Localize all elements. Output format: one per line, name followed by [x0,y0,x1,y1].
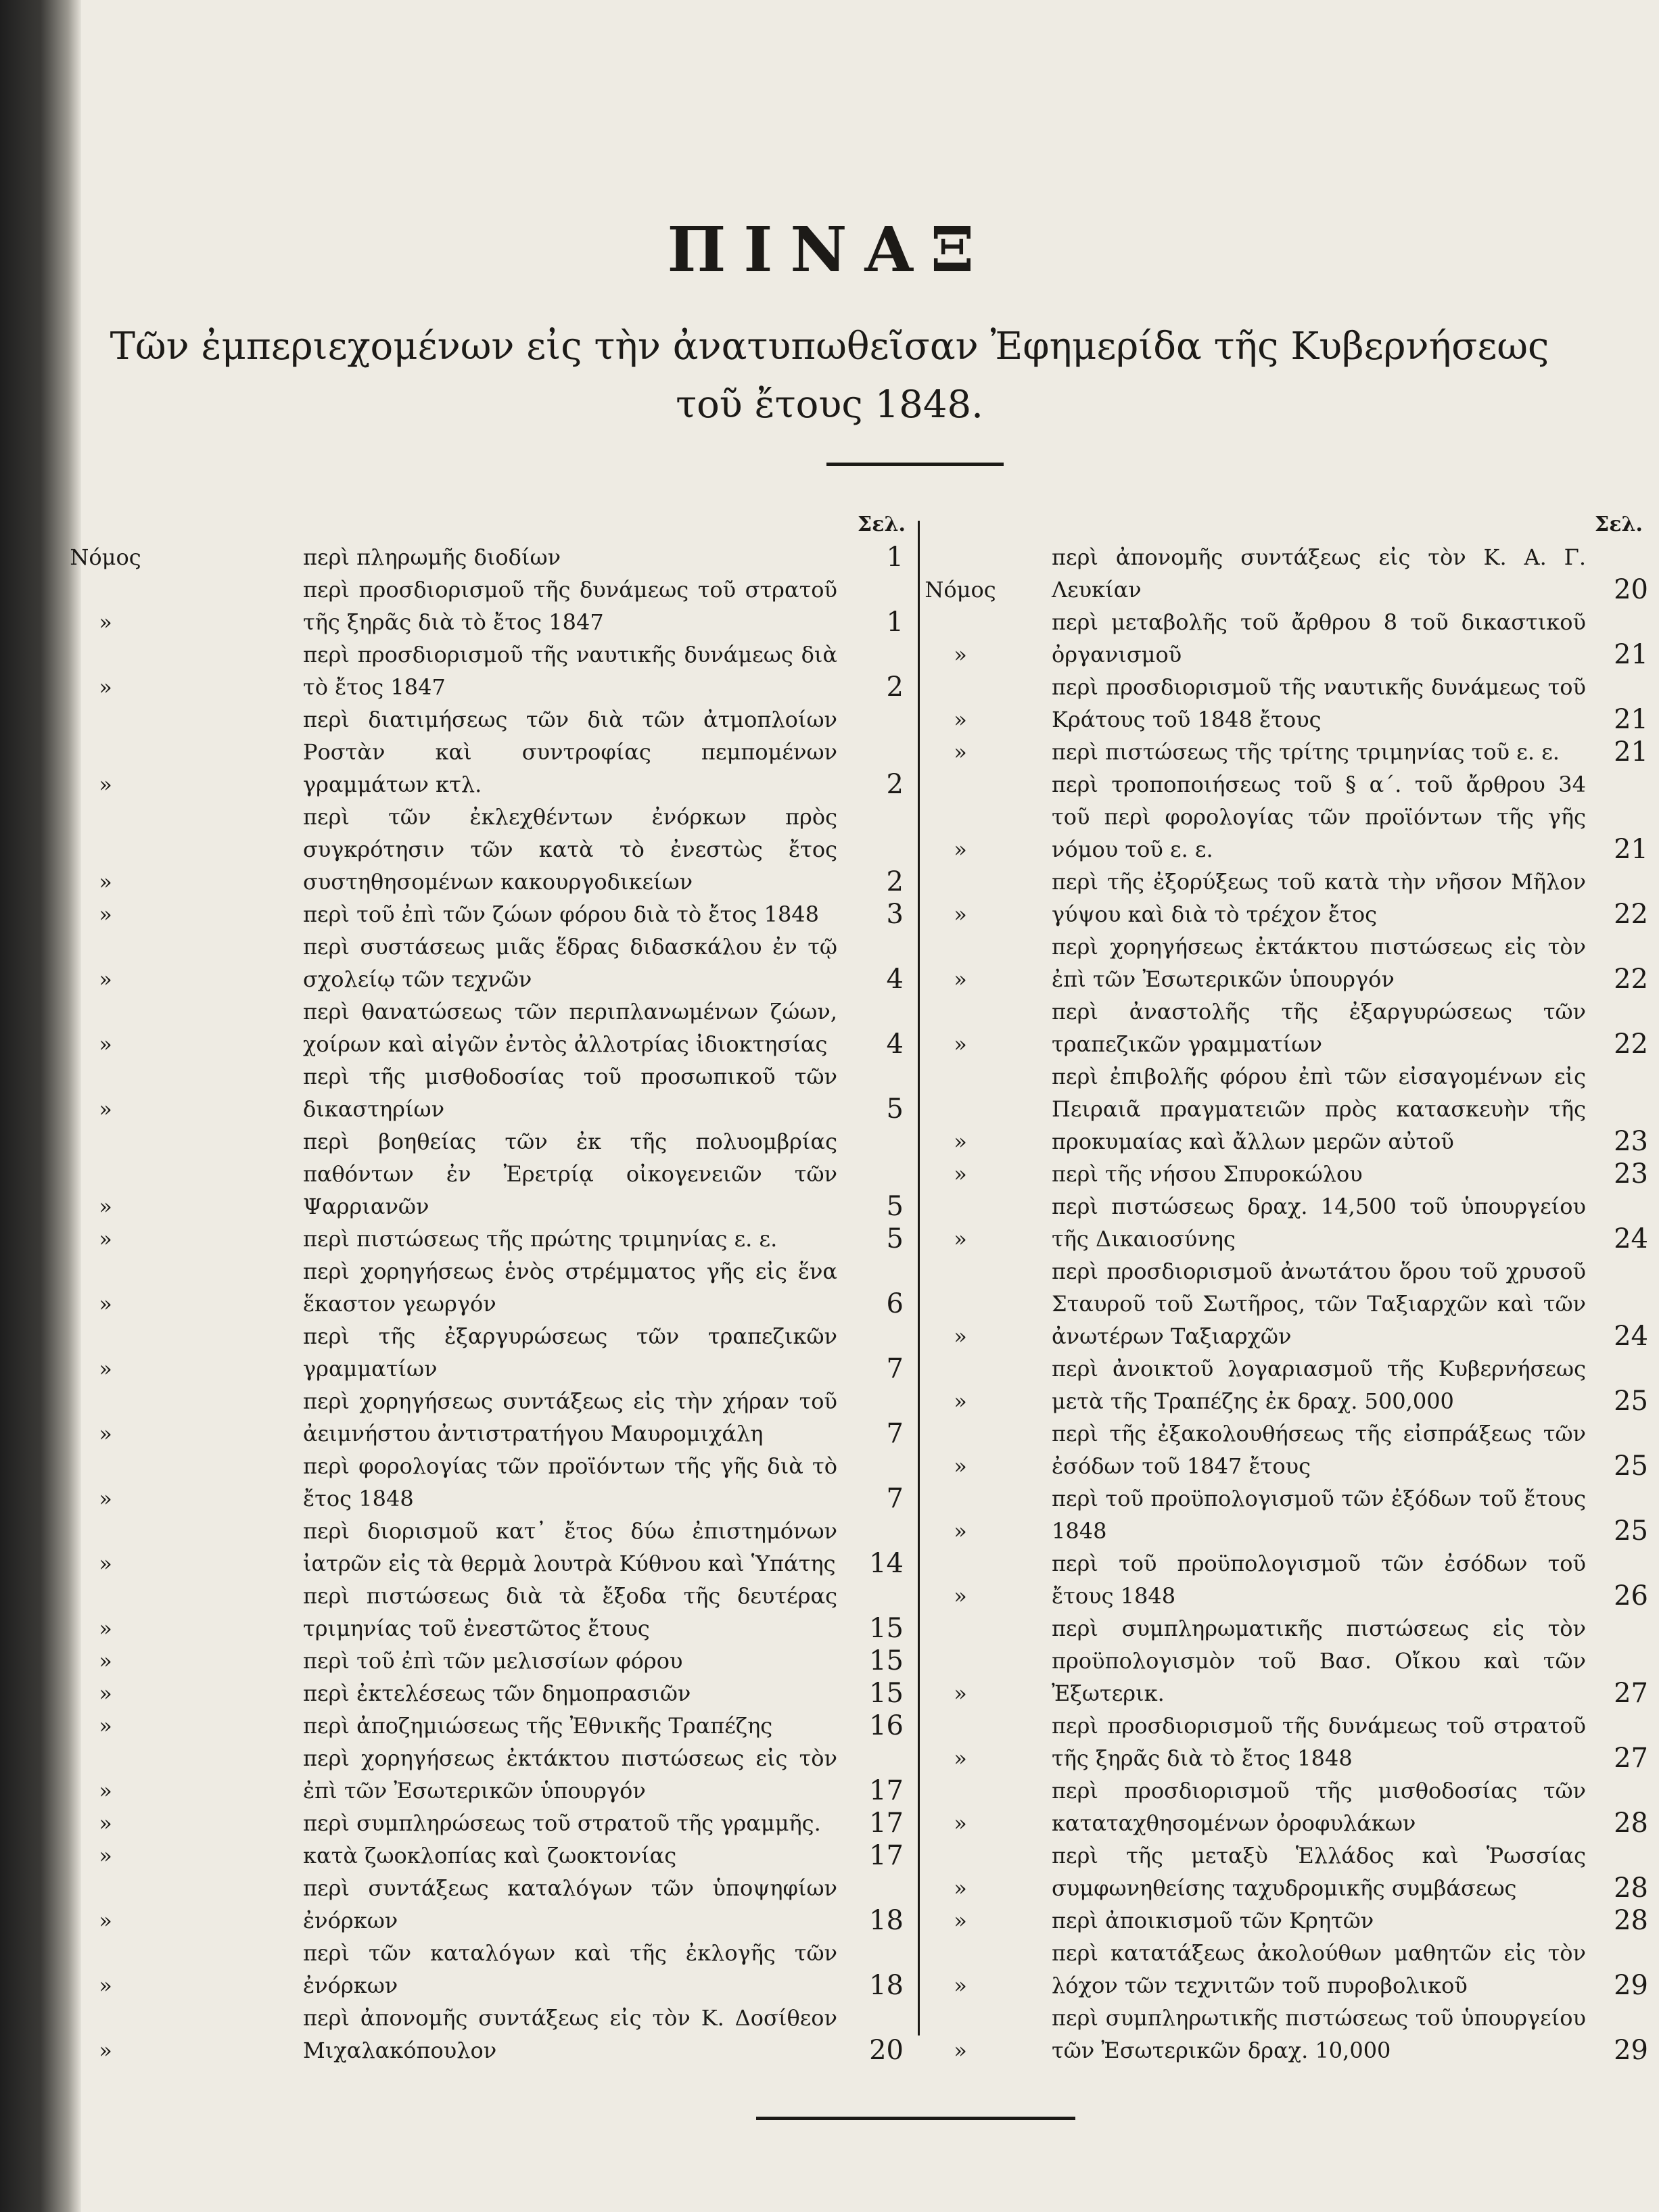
entry-kind: » [99,674,112,700]
index-entry [916,1904,1659,1937]
entry-title: περὶ προσδιορισμοῦ ἀνωτάτου ὅρου τοῦ χρυσοῦ Σταυροῦ τοῦ Σωτῆρος, τῶν Ταξιαρχῶν καὶ τῶν ἀνωτέρων Ταξιαρχῶν [1052,1258,1586,1349]
index-entry [99,1742,940,1807]
entry-title: περὶ προσδιορισμοῦ τῆς ναυτικῆς δυνάμεως τοῦ Κράτους τοῦ 1848 ἔτους [1052,674,1586,732]
index-entry [99,1645,940,1677]
index-entry [99,2002,940,2067]
index-entry [99,1872,940,1937]
entry-page-number: 18 [869,1905,904,1936]
entry-page-number: 1 [886,542,904,573]
entry-kind: » [954,1875,967,1901]
entry-title: περὶ χορηγήσεως ἑνὸς στρέμματος γῆς εἰς ἕνα ἕκαστον γεωργόν [303,1258,837,1317]
entry-title: περὶ βοηθείας τῶν ἐκ τῆς πολυομβρίας παθόντων ἐν Ἐρετρίᾳ οἰκογενειῶν τῶν Ψαρριανῶν [303,1129,837,1219]
index-entry [916,1839,1659,1904]
entry-page-number: 21 [1614,639,1648,670]
entry-title: περὶ ἀπονομῆς συντάξεως εἰς τὸν Κ. Δοσίθεον Μιχαλακόπουλον [303,2005,837,2063]
entry-kind: » [99,966,112,992]
entry-page-number: 20 [869,2035,904,2066]
entry-page-number: 29 [1614,2035,1648,2066]
entry-kind: » [99,1031,112,1057]
entry-title: περὶ προσδιορισμοῦ τῆς δυνάμεως τοῦ στρατοῦ τῆς ξηρᾶς διὰ τὸ ἔτος 1847 [303,577,837,635]
entry-kind: Νόμος [70,544,141,570]
entry-page-number: 21 [1614,736,1648,768]
entry-kind: » [99,1291,112,1317]
entry-title: περὶ διατιμήσεως τῶν διὰ τῶν ἀτμοπλοίων Ροστὰν καὶ συντροφίας πεμπομένων γραμμάτων κτλ. [303,707,837,797]
entry-title: περὶ ἐπιβολῆς φόρου ἐπὶ τῶν εἰσαγομένων εἰς Πειραιᾶ πραγματειῶν πρὸς κατασκευὴν τῆς προκυμαίας καὶ ἄλλων μερῶν αὐτοῦ [1052,1064,1586,1154]
entry-page-number: 7 [886,1418,904,1449]
entry-title: περὶ τῶν ἐκλεχθέντων ἐνόρκων πρὸς συγκρότησιν τῶν κατὰ τὸ ἐνεστὼς ἔτος συστηθησομένων κακουργοδικείων [303,804,837,895]
entry-title: περὶ προσδιορισμοῦ τῆς μισθοδοσίας τῶν καταταχθησομένων ὀροφυλάκων [1052,1778,1586,1836]
entry-title: περὶ συμπληρώσεως τοῦ στρατοῦ τῆς γραμμῆς. [303,1810,821,1836]
entry-kind: » [99,1551,112,1576]
entry-kind: » [954,966,967,992]
entry-title: περὶ πληρωμῆς διοδίων [303,544,561,570]
entry-title: περὶ τροποποιήσεως τοῦ § α΄. τοῦ ἄρθρου 34 τοῦ περὶ φορολογίας τῶν προϊόντων τῆς γῆς νόμου τοῦ ε. ε. [1052,772,1586,862]
entry-kind: » [954,901,967,927]
entry-kind: » [99,1680,112,1706]
entry-kind: » [99,772,112,797]
entry-page-number: 22 [1614,1029,1648,1060]
entry-kind: » [99,1778,112,1804]
index-entry [916,1482,1659,1547]
entry-page-number: 2 [886,769,904,800]
entry-kind: » [99,869,112,895]
index-entry [99,931,940,995]
entry-page-number: 20 [1614,574,1648,605]
entry-title: περὶ τοῦ προϋπολογισμοῦ τῶν ἐσόδων τοῦ ἔτους 1848 [1052,1551,1586,1609]
index-entry [916,606,1659,671]
entry-page-number: 2 [886,866,904,897]
entry-kind: » [954,707,967,732]
entry-page-number: 17 [869,1775,904,1806]
entry-page-number: 28 [1614,1808,1648,1839]
entry-kind: » [99,1908,112,1933]
index-entry [916,1774,1659,1839]
entry-kind: » [954,1323,967,1349]
entry-title: περὶ προσδιορισμοῦ τῆς ναυτικῆς δυνάμεως διὰ τὸ ἔτος 1847 [303,642,837,700]
entry-page-number: 5 [886,1191,904,1222]
entry-page-number: 14 [869,1548,904,1579]
entry-kind: » [99,1486,112,1511]
page-title: ΠΙΝΑΞ [667,213,992,286]
entry-page-number: 15 [869,1678,904,1709]
entry-kind: » [954,1908,967,1933]
entry-page-number: 7 [886,1483,904,1514]
entry-title: περὶ μεταβολῆς τοῦ ἄρθρου 8 τοῦ δικαστικοῦ ὀργανισμοῦ [1052,609,1586,667]
entry-title: περὶ τῆς μισθοδοσίας τοῦ προσωπικοῦ τῶν δικαστηρίων [303,1064,837,1122]
entry-title: περὶ τῆς ἐξαργυρώσεως τῶν τραπεζικῶν γραμματίων [303,1323,837,1382]
index-entry [916,671,1659,736]
entry-kind: » [99,1973,112,1998]
entry-title: περὶ θανατώσεως τῶν περιπλανωμένων ζώων, χοίρων καὶ αἰγῶν ἐντὸς ἀλλοτρίας ἰδιοκτησίας [303,999,837,1057]
entry-title: περὶ συντάξεως καταλόγων τῶν ὑποψηφίων ἐνόρκων [303,1875,837,1933]
entry-title: περὶ φορολογίας τῶν προϊόντων τῆς γῆς διὰ τὸ ἔτος 1848 [303,1453,837,1511]
index-entry [99,1937,940,2002]
entry-kind: » [954,1226,967,1252]
subtitle-line-1: Τῶν ἐμπεριεχομένων εἰς τὴν ἀνατυπωθεῖσαν Ἐφημερίδα τῆς Κυβερνήσεως [110,325,1549,369]
entry-kind: » [99,1648,112,1674]
entry-kind: » [954,1031,967,1057]
entry-page-number: 3 [886,899,904,930]
entry-kind: » [99,1096,112,1122]
entry-title: περὶ διορισμοῦ κατ᾽ ἔτος δύω ἐπιστημόνων ἰατρῶν εἰς τὰ θερμὰ λουτρὰ Κύθνου καὶ Ὑπάτης [303,1518,837,1576]
index-entry [99,801,940,898]
index-entry [916,1937,1659,2002]
entry-page-number: 5 [886,1223,904,1254]
entry-kind: Νόμος [925,577,996,603]
index-entry [916,1255,1659,1352]
index-entry [99,1320,940,1385]
index-entry [916,1352,1659,1417]
index-entry [99,1255,940,1320]
index-entry [916,1612,1659,1710]
entry-page-number: 25 [1614,1515,1648,1547]
entry-title: περὶ ἀνοικτοῦ λογαριασμοῦ τῆς Κυβερνήσεως μετὰ τῆς Τραπέζης ἐκ δραχ. 500,000 [1052,1356,1586,1414]
entry-kind: » [99,1421,112,1446]
entry-page-number: 21 [1614,834,1648,865]
entry-kind: » [954,1583,967,1609]
entry-title: περὶ πιστώσεως τῆς πρώτης τριμηνίας ε. ε. [303,1226,778,1252]
subtitle-line-2: τοῦ ἔτους 1848. [676,383,983,427]
index-entry [916,1060,1659,1158]
entry-title: περὶ προσδιορισμοῦ τῆς δυνάμεως τοῦ στρατοῦ τῆς ξηρᾶς διὰ τὸ ἔτος 1848 [1052,1713,1586,1771]
index-entry [99,1515,940,1580]
index-entry [99,1223,940,1255]
index-entry [99,995,940,1060]
entry-page-number: 17 [869,1808,904,1839]
entry-kind: » [954,837,967,862]
entry-kind: » [99,1713,112,1739]
entry-page-number: 17 [869,1840,904,1871]
entry-kind: » [954,1810,967,1836]
index-entry [99,1580,940,1645]
entry-title: περὶ ἀναστολῆς τῆς ἐξαργυρώσεως τῶν τραπεζικῶν γραμματίων [1052,999,1586,1057]
entry-kind: » [954,1388,967,1414]
page-column-header-left: Σελ. [858,513,906,536]
index-entry [916,1158,1659,1190]
entry-title: περὶ ἀπονομῆς συντάξεως εἰς τὸν Κ. Α. Γ. Λευκίαν [1052,544,1586,603]
entry-title: περὶ χορηγήσεως συντάξεως εἰς τὴν χήραν τοῦ ἀειμνήστου ἀντιστρατήγου Μαυρομιχάλη [303,1388,837,1446]
entry-kind: » [99,1843,112,1868]
entry-page-number: 4 [886,964,904,995]
index-entry [99,1450,940,1515]
entry-kind: » [954,642,967,667]
index-entry [99,1060,940,1125]
entry-title: περὶ τῆς ἐξακολουθήσεως τῆς εἰσπράξεως τῶν ἐσόδων τοῦ 1847 ἔτους [1052,1421,1586,1479]
entry-kind: » [954,1973,967,1998]
entry-kind: » [99,1226,112,1252]
index-entry [916,1417,1659,1482]
entry-page-number: 29 [1614,1970,1648,2001]
entry-title: περὶ συμπληρωτικῆς πιστώσεως τοῦ ὑπουργείου τῶν Ἐσωτερικῶν δραχ. 10,000 [1052,2005,1586,2063]
entry-kind: » [954,739,967,765]
entry-page-number: 28 [1614,1873,1648,1904]
entry-title: περὶ συμπληρωματικῆς πιστώσεως εἰς τὸν προϋπολογισμὸν τοῦ Βασ. Οἴκου καὶ τῶν Ἐξωτερικ. [1052,1616,1586,1706]
entry-title: περὶ ἀποζημιώσεως τῆς Ἐθνικῆς Τραπέζης [303,1713,773,1739]
entry-page-number: 2 [886,672,904,703]
entry-kind: » [99,1356,112,1382]
entry-page-number: 18 [869,1970,904,2001]
entry-kind: » [954,1129,967,1154]
entry-page-number: 23 [1614,1126,1648,1157]
entry-title: περὶ πιστώσεως δραχ. 14,500 τοῦ ὑπουργείου τῆς Δικαιοσύνης [1052,1194,1586,1252]
index-entry [70,541,940,573]
index-entry [916,2002,1659,2067]
entry-title: περὶ τῆς μεταξὺ Ἑλλάδος καὶ Ῥωσσίας συμφωνηθείσης ταχυδρομικῆς συμβάσεως [1052,1843,1586,1901]
entry-title: κατὰ ζωοκλοπίας καὶ ζωοκτονίας [303,1843,677,1868]
entry-title: περὶ κατατάξεως ἀκολούθων μαθητῶν εἰς τὸν λόχον τῶν τεχνιτῶν τοῦ πυροβολικοῦ [1052,1940,1586,1998]
entry-page-number: 5 [886,1093,904,1125]
entry-page-number: 24 [1614,1321,1648,1352]
footer-rule [756,2117,1075,2120]
index-entry [99,1710,940,1742]
index-entry [99,898,940,931]
entry-title: περὶ τῆς νήσου Σπυροκώλου [1052,1161,1363,1187]
index-entry [99,1677,940,1710]
entry-title: περὶ πιστώσεως τῆς τρίτης τριμηνίας τοῦ ε. ε. [1052,739,1560,765]
index-entry [916,541,1659,606]
index-entry [99,638,940,703]
entry-page-number: 15 [869,1613,904,1644]
entry-kind: » [99,901,112,927]
index-entry [916,866,1659,931]
entry-page-number: 16 [869,1710,904,1741]
entry-kind: » [954,2038,967,2063]
entry-page-number: 22 [1614,964,1648,995]
entry-title: περὶ συστάσεως μιᾶς ἕδρας διδασκάλου ἐν τῷ σχολείῳ τῶν τεχνῶν [303,934,837,992]
entry-page-number: 4 [886,1029,904,1060]
entry-page-number: 27 [1614,1743,1648,1774]
entry-page-number: 15 [869,1645,904,1676]
entry-kind: » [954,1161,967,1187]
index-entry [99,573,940,638]
entry-kind: » [954,1453,967,1479]
entry-title: περὶ τοῦ ἐπὶ τῶν μελισσίων φόρου [303,1648,683,1674]
entry-page-number: 1 [886,607,904,638]
index-entry [99,703,940,801]
index-entry [916,1190,1659,1255]
entry-kind: » [954,1745,967,1771]
entry-title: περὶ ἀποικισμοῦ τῶν Κρητῶν [1052,1908,1374,1933]
entry-title: περὶ πιστώσεως διὰ τὰ ἔξοδα τῆς δευτέρας τριμηνίας τοῦ ἐνεστῶτος ἔτους [303,1583,837,1641]
entry-kind: » [954,1518,967,1544]
entry-kind: » [99,1616,112,1641]
entry-kind: » [99,1810,112,1836]
entry-title: περὶ χορηγήσεως ἐκτάκτου πιστώσεως εἰς τὸν ἐπὶ τῶν Ἐσωτερικῶν ὑπουργόν [303,1745,837,1804]
index-entry [99,1385,940,1450]
index-entry [916,1710,1659,1774]
index-entry [99,1839,940,1872]
entry-page-number: 7 [886,1353,904,1384]
entry-page-number: 27 [1614,1678,1648,1709]
entry-page-number: 6 [886,1288,904,1319]
entry-page-number: 24 [1614,1223,1648,1254]
entry-title: περὶ τῆς ἐξορύξεως τοῦ κατὰ τὴν νῆσον Μῆλον γύψου καὶ διὰ τὸ τρέχον ἔτος [1052,869,1586,927]
page-subtitle [0,318,1659,434]
index-entry [916,768,1659,866]
entry-kind: » [99,2038,112,2063]
index-entry [916,995,1659,1060]
index-entry [916,931,1659,995]
entry-kind: » [954,1680,967,1706]
entry-page-number: 22 [1614,899,1648,930]
page-column-header-right: Σελ. [1595,513,1643,536]
entry-page-number: 26 [1614,1580,1648,1611]
entry-page-number: 25 [1614,1386,1648,1417]
entry-page-number: 25 [1614,1451,1648,1482]
entry-title: περὶ ἐκτελέσεως τῶν δημοπρασιῶν [303,1680,691,1706]
entry-title: περὶ τοῦ προϋπολογισμοῦ τῶν ἐξόδων τοῦ ἔτους 1848 [1052,1486,1586,1544]
right-index-column [916,541,1659,2067]
entry-title: περὶ τῶν καταλόγων καὶ τῆς ἐκλογῆς τῶν ἐνόρκων [303,1940,837,1998]
entry-title: περὶ τοῦ ἐπὶ τῶν ζώων φόρου διὰ τὸ ἔτος 1848 [303,901,820,927]
title-rule [826,463,1004,466]
entry-page-number: 23 [1614,1158,1648,1190]
index-entry [916,736,1659,768]
entry-page-number: 28 [1614,1905,1648,1936]
index-entry [916,1547,1659,1612]
left-index-column [70,541,940,2067]
entry-title: περὶ χορηγήσεως ἐκτάκτου πιστώσεως εἰς τὸν ἐπὶ τῶν Ἐσωτερικῶν ὑπουργόν [1052,934,1586,992]
entry-kind: » [99,609,112,635]
index-entry [99,1807,940,1839]
entry-page-number: 21 [1614,704,1648,735]
index-entry [99,1125,940,1223]
entry-kind: » [99,1194,112,1219]
